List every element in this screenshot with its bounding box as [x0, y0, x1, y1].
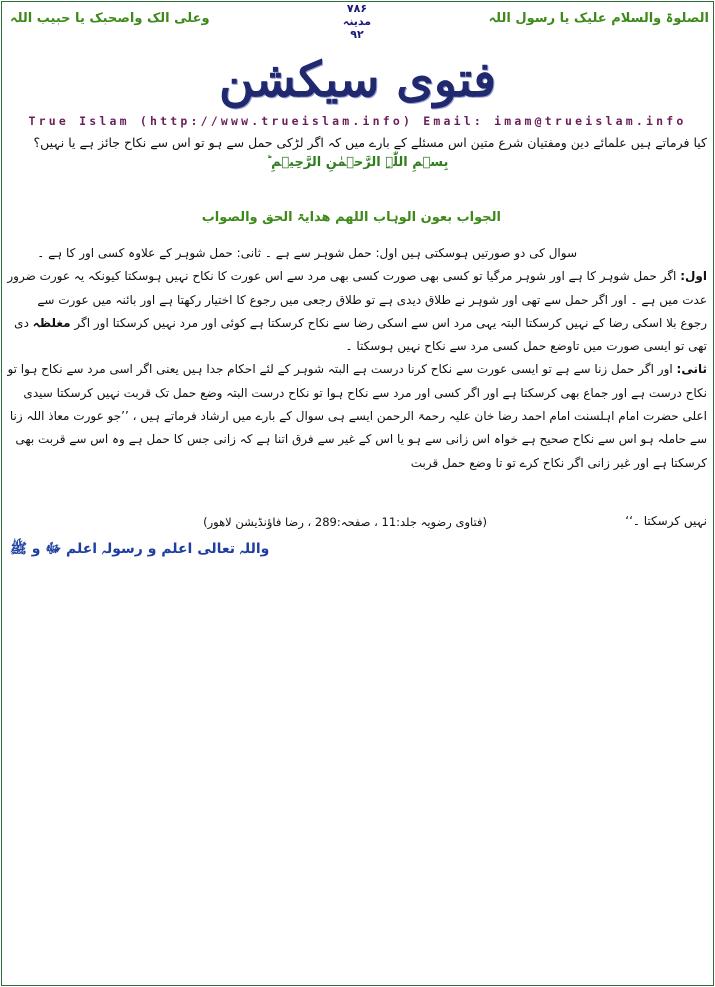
header-center-92: ۹۲	[350, 28, 364, 41]
header-salutation-right: الصلوۃ والسلام علیک یا رسول اللہ	[488, 11, 709, 26]
first-label: اول:	[680, 269, 707, 284]
second-label: ثانی:	[676, 362, 707, 377]
header-center-786: ۷۸۶	[346, 2, 368, 15]
answer-first-paragraph	[7, 265, 707, 358]
page-title: فتوی سیکشن	[218, 52, 497, 108]
first-text: اگر حمل شوہر کا ہے اور شوہر مرگیا تو کسی بھی صورت کسی بھی مرد سے اس عورت کا نکاح نہیں ہوسکتا کیونکہ یہ عورت ضرور عدت میں ہے ۔ اور اگر حمل سے تھی اور شوہر نے طلاق دیدی ہے تو طلاق رجعی میں رجوع کا اختیار رکھتا ہے اور بائنہ میں عورت سے رجوع بلا اسکی رضا کے نہیں کرسکتا البتہ یہی مرد اس سے اسکی رضا سے نکاح کرسکتا ہے کوئی اور مرد نہیں کرسکتا اور اگر	[7, 269, 707, 330]
header-center-madina: مدینہ	[342, 15, 372, 28]
quote-tail: نہیں کرسکتا ۔‘‘	[625, 514, 707, 528]
mughallaza-word: مغلظہ	[32, 315, 71, 330]
site-info-line: True Islam (http://www.trueislam.info) Email: imam@trueislam.info	[28, 114, 687, 128]
second-text: اور اگر حمل زنا سے ہے تو ایسی عورت سے نکاح کرنا درست ہے البتہ شوہر کے لئے احکام جدا ہیں یعنی اگر اسی مرد سے نکاح ہوا تو نکاح درست ہے اور جماع بھی کرسکتا ہے اور اگر کسی اور مرد سے نکاح ہوا تو نکاح درست البتہ وضع حمل تک قربت نہیں کرسکتا سیدی اعلی حضرت امام اہلسنت امام احمد رضا خان علیہ رحمۃ الرحمن ایسے ہی سوال کے بارے میں ارشاد فرماتے ہیں ، ’’جو عورت معاذ اللہ زنا سے حاملہ ہو اس سے نکاح صحیح ہے خواہ اس زانی سے ہو یا اس کے غیر سے فرق اتنا ہے کہ زانی جس کا حمل ہے وہ اس سے قربت بھی کرسکتا ہے اور غیر زانی اگر نکاح کرے تو تا وضع حمل قربت	[7, 362, 707, 470]
page-frame	[1, 1, 714, 986]
header-salutation-left: وعلی الک واصحبک یا حبیب اللہ	[10, 11, 210, 26]
closing-formula: واللہ تعالی اعلم و رسولہ اعلم ﷻ و ﷺ	[10, 541, 270, 557]
answer-intro: سوال کی دو صورتیں ہوسکتی ہیں اول: حمل شوہر سے ہے ۔ ثانی: حمل شوہر کے علاوہ کسی اور کا ہے ۔	[37, 246, 577, 260]
first-text-end: دی تھی تو ایسی صورت میں تاوضع حمل کسی مرد سے نکاح نہیں ہوسکتا ۔	[14, 315, 707, 354]
bismillah: بِسۡمِ اللّٰہِ الرَّحۡمٰنِ الرَّحِیۡمِ ؕ	[266, 155, 449, 170]
answer-second-paragraph	[7, 358, 707, 474]
answer-body	[7, 242, 707, 475]
question-text: کیا فرماتے ہیں علمائے دین ومفتیان شرع متین اس مسئلے کے بارے میں کہ اگر لڑکی حمل سے ہو تو اس سے نکاح جائز ہے یا نہیں؟	[33, 135, 707, 150]
reference-citation: (فتاوی رضویہ جلد:11 ، صفحہ:289 ، رضا فاؤنڈیشن لاھور)	[203, 515, 487, 529]
header-center-emblem	[335, 2, 379, 41]
jawab-heading: الجواب بعون الوہاب اللھم ھدایۃ الحق والصواب	[201, 210, 501, 225]
